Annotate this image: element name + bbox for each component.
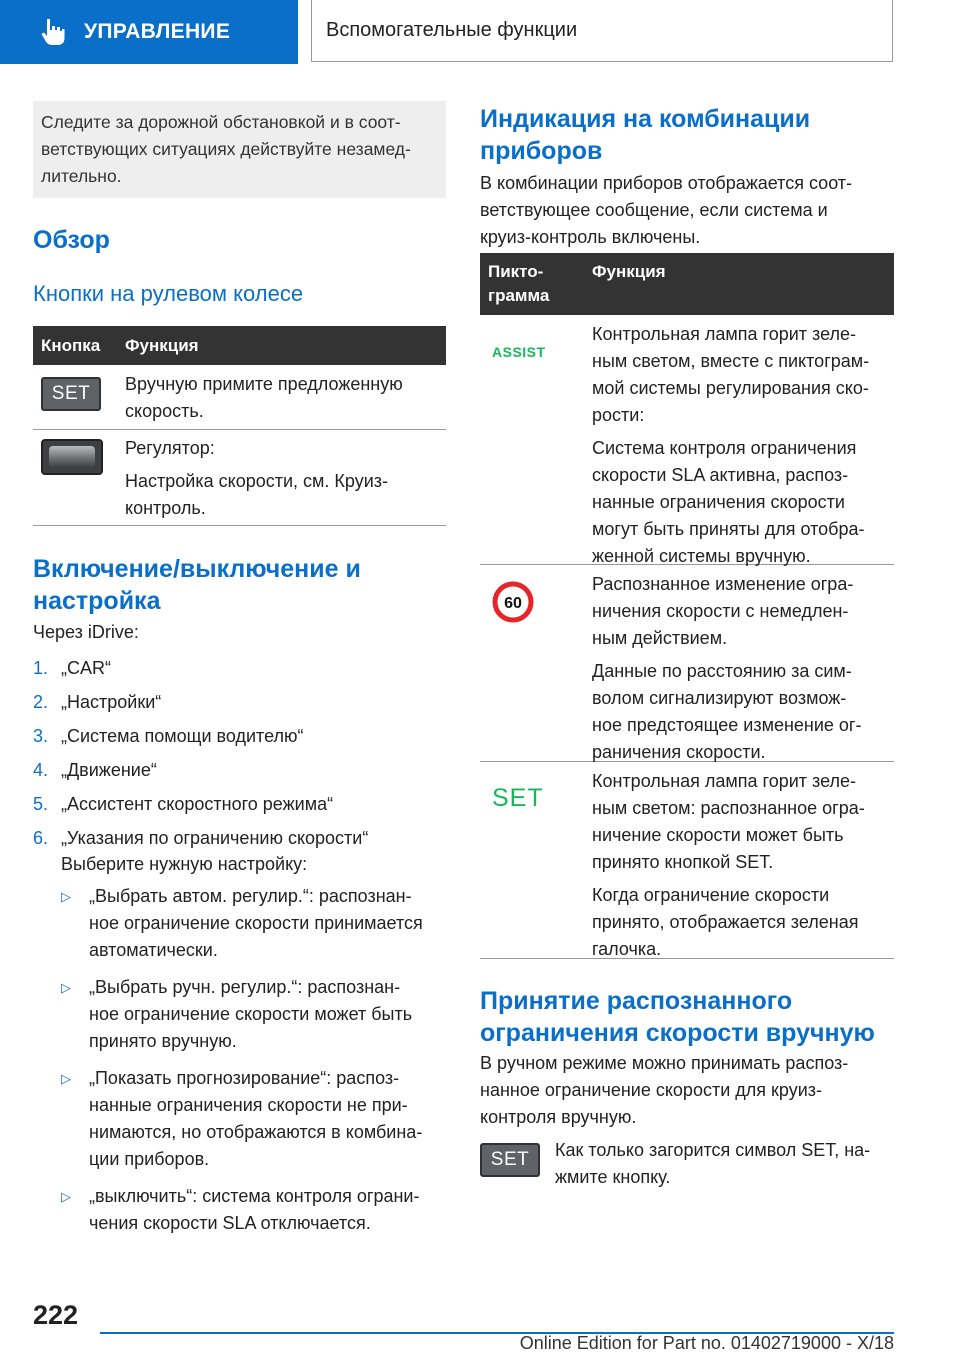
text-line: рости: — [592, 405, 645, 425]
set-label: SET — [51, 383, 91, 404]
text-line: скорость. — [125, 401, 204, 421]
text-line: ным светом, вместе с пиктограм- — [592, 351, 870, 371]
list-item — [33, 689, 446, 723]
text-line: скорости SLA активна, распоз- — [592, 465, 849, 485]
onoff-heading — [33, 553, 361, 617]
via-idrive: Через iDrive: — [33, 622, 139, 642]
text-line: Контрольная лампа горит зеле- — [592, 771, 856, 791]
step-text: „Указания по ограничению скорости“ — [61, 828, 369, 848]
page-number: 222 — [33, 1300, 79, 1330]
step-number: 1. — [33, 658, 49, 678]
text-line: Регулятор: — [125, 438, 215, 458]
text-line: „Показать прогнозирование“: распоз- — [89, 1068, 400, 1088]
speed-rocker-icon — [41, 439, 103, 475]
text-line: нанное ограничение скорости для круиз- — [480, 1080, 822, 1100]
triangle-bullet-icon: ▷ — [61, 980, 71, 995]
text-line: ное предстоящее изменение ог- — [592, 715, 862, 735]
table-header — [480, 253, 894, 315]
list-item — [61, 1183, 451, 1237]
list-item — [33, 655, 446, 689]
cluster-heading — [480, 103, 810, 167]
row-text — [125, 435, 445, 522]
buttons-table — [33, 326, 446, 526]
table-row — [480, 762, 894, 959]
cluster-table — [480, 253, 894, 959]
text-line: автоматически. — [89, 940, 218, 960]
note-line: Следите за дорожной обстановкой и в соот- — [41, 112, 401, 132]
col-function-header: Функция — [125, 335, 199, 355]
text-line: „Выбрать ручн. регулир.“: распознан- — [89, 977, 401, 997]
header-line: грамма — [488, 286, 550, 305]
set-label: SET — [490, 1149, 530, 1170]
text-line: „выключить“: система контроля ограни- — [89, 1186, 420, 1206]
step-number: 3. — [33, 726, 49, 746]
list-item — [61, 1065, 451, 1173]
edition-text: Online Edition for Part no. 01402719000 - X/18 — [519, 1333, 894, 1353]
triangle-bullet-icon: ▷ — [61, 1071, 71, 1086]
row-text — [592, 768, 892, 963]
buttons-heading: Кнопки на рулевом колесе — [33, 281, 304, 306]
text-line: ничения скорости с немедлен- — [592, 601, 849, 621]
assist-indicator-icon: ASSIST — [492, 344, 546, 360]
options-list — [61, 883, 451, 1237]
text-line: Вручную примите предложенную — [125, 374, 403, 394]
list-item — [33, 757, 446, 791]
list-item — [61, 883, 451, 964]
text-line: Система контроля ограничения — [592, 438, 857, 458]
table-row — [480, 315, 894, 565]
row-text — [125, 371, 445, 425]
text-line: Данные по расстоянию за сим- — [592, 661, 852, 681]
text-line: могут быть приняты для отобра- — [592, 519, 865, 539]
warning-note — [33, 101, 446, 198]
heading-line: Индикация на комбинации — [480, 105, 811, 133]
col-function-header: Функция — [592, 262, 666, 281]
text-line: нанные ограничения скорости не при- — [89, 1095, 408, 1115]
text-line: Распознанное изменение огра- — [592, 574, 854, 594]
header-line: Пикто- — [488, 262, 544, 281]
row-text — [592, 571, 892, 766]
step-number: 4. — [33, 760, 49, 780]
text-line: круиз-контроль включены. — [480, 227, 701, 247]
set-button-icon — [41, 377, 101, 411]
text-line: Как только загорится символ SET, на- — [555, 1140, 871, 1160]
set-button-icon — [480, 1143, 540, 1177]
cluster-intro — [480, 170, 894, 251]
text-line: Контрольная лампа горит зеле- — [592, 324, 856, 344]
text-line: Когда ограничение скорости — [592, 885, 830, 905]
step-text: „Система помощи водителю“ — [61, 726, 304, 746]
manual-text — [555, 1137, 895, 1191]
heading-line: Включение/выключение и — [33, 555, 361, 583]
list-item — [33, 791, 446, 825]
text-line: ным светом: распознанное огра- — [592, 798, 865, 818]
note-line: ветствующих ситуациях действуйте незамед- — [41, 139, 411, 159]
heading-line: ограничения скорости вручную — [480, 1019, 875, 1047]
col-pictogram-header — [488, 260, 549, 308]
note-line: лительно. — [41, 166, 122, 186]
row-text — [592, 321, 892, 570]
step-number: 5. — [33, 794, 49, 814]
subsection-title: Вспомогательные функции — [326, 19, 578, 41]
subsection-header — [311, 0, 893, 62]
text-line: принято вручную. — [89, 1031, 237, 1051]
text-line: ничение скорости может быть — [592, 825, 844, 845]
overview-heading: Обзор — [33, 226, 110, 254]
text-line: принято, отображается зеленая — [592, 912, 859, 932]
text-line: ветствующее сообщение, если система и — [480, 200, 828, 220]
list-item — [33, 723, 446, 757]
text-line: контроль. — [125, 498, 206, 518]
manual-intro — [480, 1050, 894, 1131]
text-line: „Выбрать автом. регулир.“: распознан- — [89, 886, 412, 906]
heading-line: приборов — [480, 137, 603, 165]
list-item — [61, 974, 451, 1055]
table-header — [33, 326, 446, 365]
speed-value: 60 — [504, 595, 522, 612]
step-text: „Ассистент скоростного режима“ — [61, 794, 334, 814]
hand-pointer-icon — [40, 17, 66, 47]
step-text: „Настройки“ — [61, 692, 162, 712]
section-tab[interactable] — [0, 0, 298, 64]
text-line: нимаются, но отображаются в комбина- — [89, 1122, 423, 1142]
text-line: принято кнопкой SET. — [592, 852, 774, 872]
text-line: В ручном режиме можно принимать распоз- — [480, 1053, 849, 1073]
text-line: жмите кнопку. — [555, 1167, 671, 1187]
text-line: чения скорости SLA отключается. — [89, 1213, 371, 1233]
choose-setting: Выберите нужную настройку: — [61, 854, 308, 874]
text-line: мой системы регулирования ско- — [592, 378, 869, 398]
text-line: раничения скорости. — [592, 742, 766, 762]
speed-limit-sign-icon — [492, 581, 534, 623]
text-line: нанные ограничения скорости — [592, 492, 845, 512]
heading-line: настройка — [33, 587, 161, 615]
manual-heading — [480, 985, 875, 1049]
table-row — [33, 365, 446, 430]
text-line: ным действием. — [592, 628, 728, 648]
text-line: ное ограничение скорости принимается — [89, 913, 423, 933]
heading-line: Принятие распознанного — [480, 987, 793, 1015]
step-text: „Движение“ — [61, 760, 157, 780]
set-indicator-icon: SET — [492, 784, 544, 812]
step-text: „CAR“ — [61, 658, 111, 678]
step-number: 6. — [33, 828, 49, 848]
text-line: женной системы вручную. — [592, 546, 811, 566]
steps-list — [33, 655, 446, 859]
text-line: ции приборов. — [89, 1149, 210, 1169]
triangle-bullet-icon: ▷ — [61, 889, 71, 904]
table-row — [33, 430, 446, 526]
col-button-header: Кнопка — [41, 335, 101, 355]
table-row — [480, 565, 894, 762]
text-line: ное ограничение скорости может быть — [89, 1004, 413, 1024]
text-line: В комбинации приборов отображается соот- — [480, 173, 853, 193]
step-number: 2. — [33, 692, 49, 712]
section-title: УПРАВЛЕНИЕ — [84, 20, 231, 43]
text-line: Настройка скорости, см. Круиз- — [125, 471, 388, 491]
triangle-bullet-icon: ▷ — [61, 1189, 71, 1204]
text-line: контроля вручную. — [480, 1107, 637, 1127]
text-line: галочка. — [592, 939, 662, 959]
text-line: волом сигнализируют возмож- — [592, 688, 847, 708]
